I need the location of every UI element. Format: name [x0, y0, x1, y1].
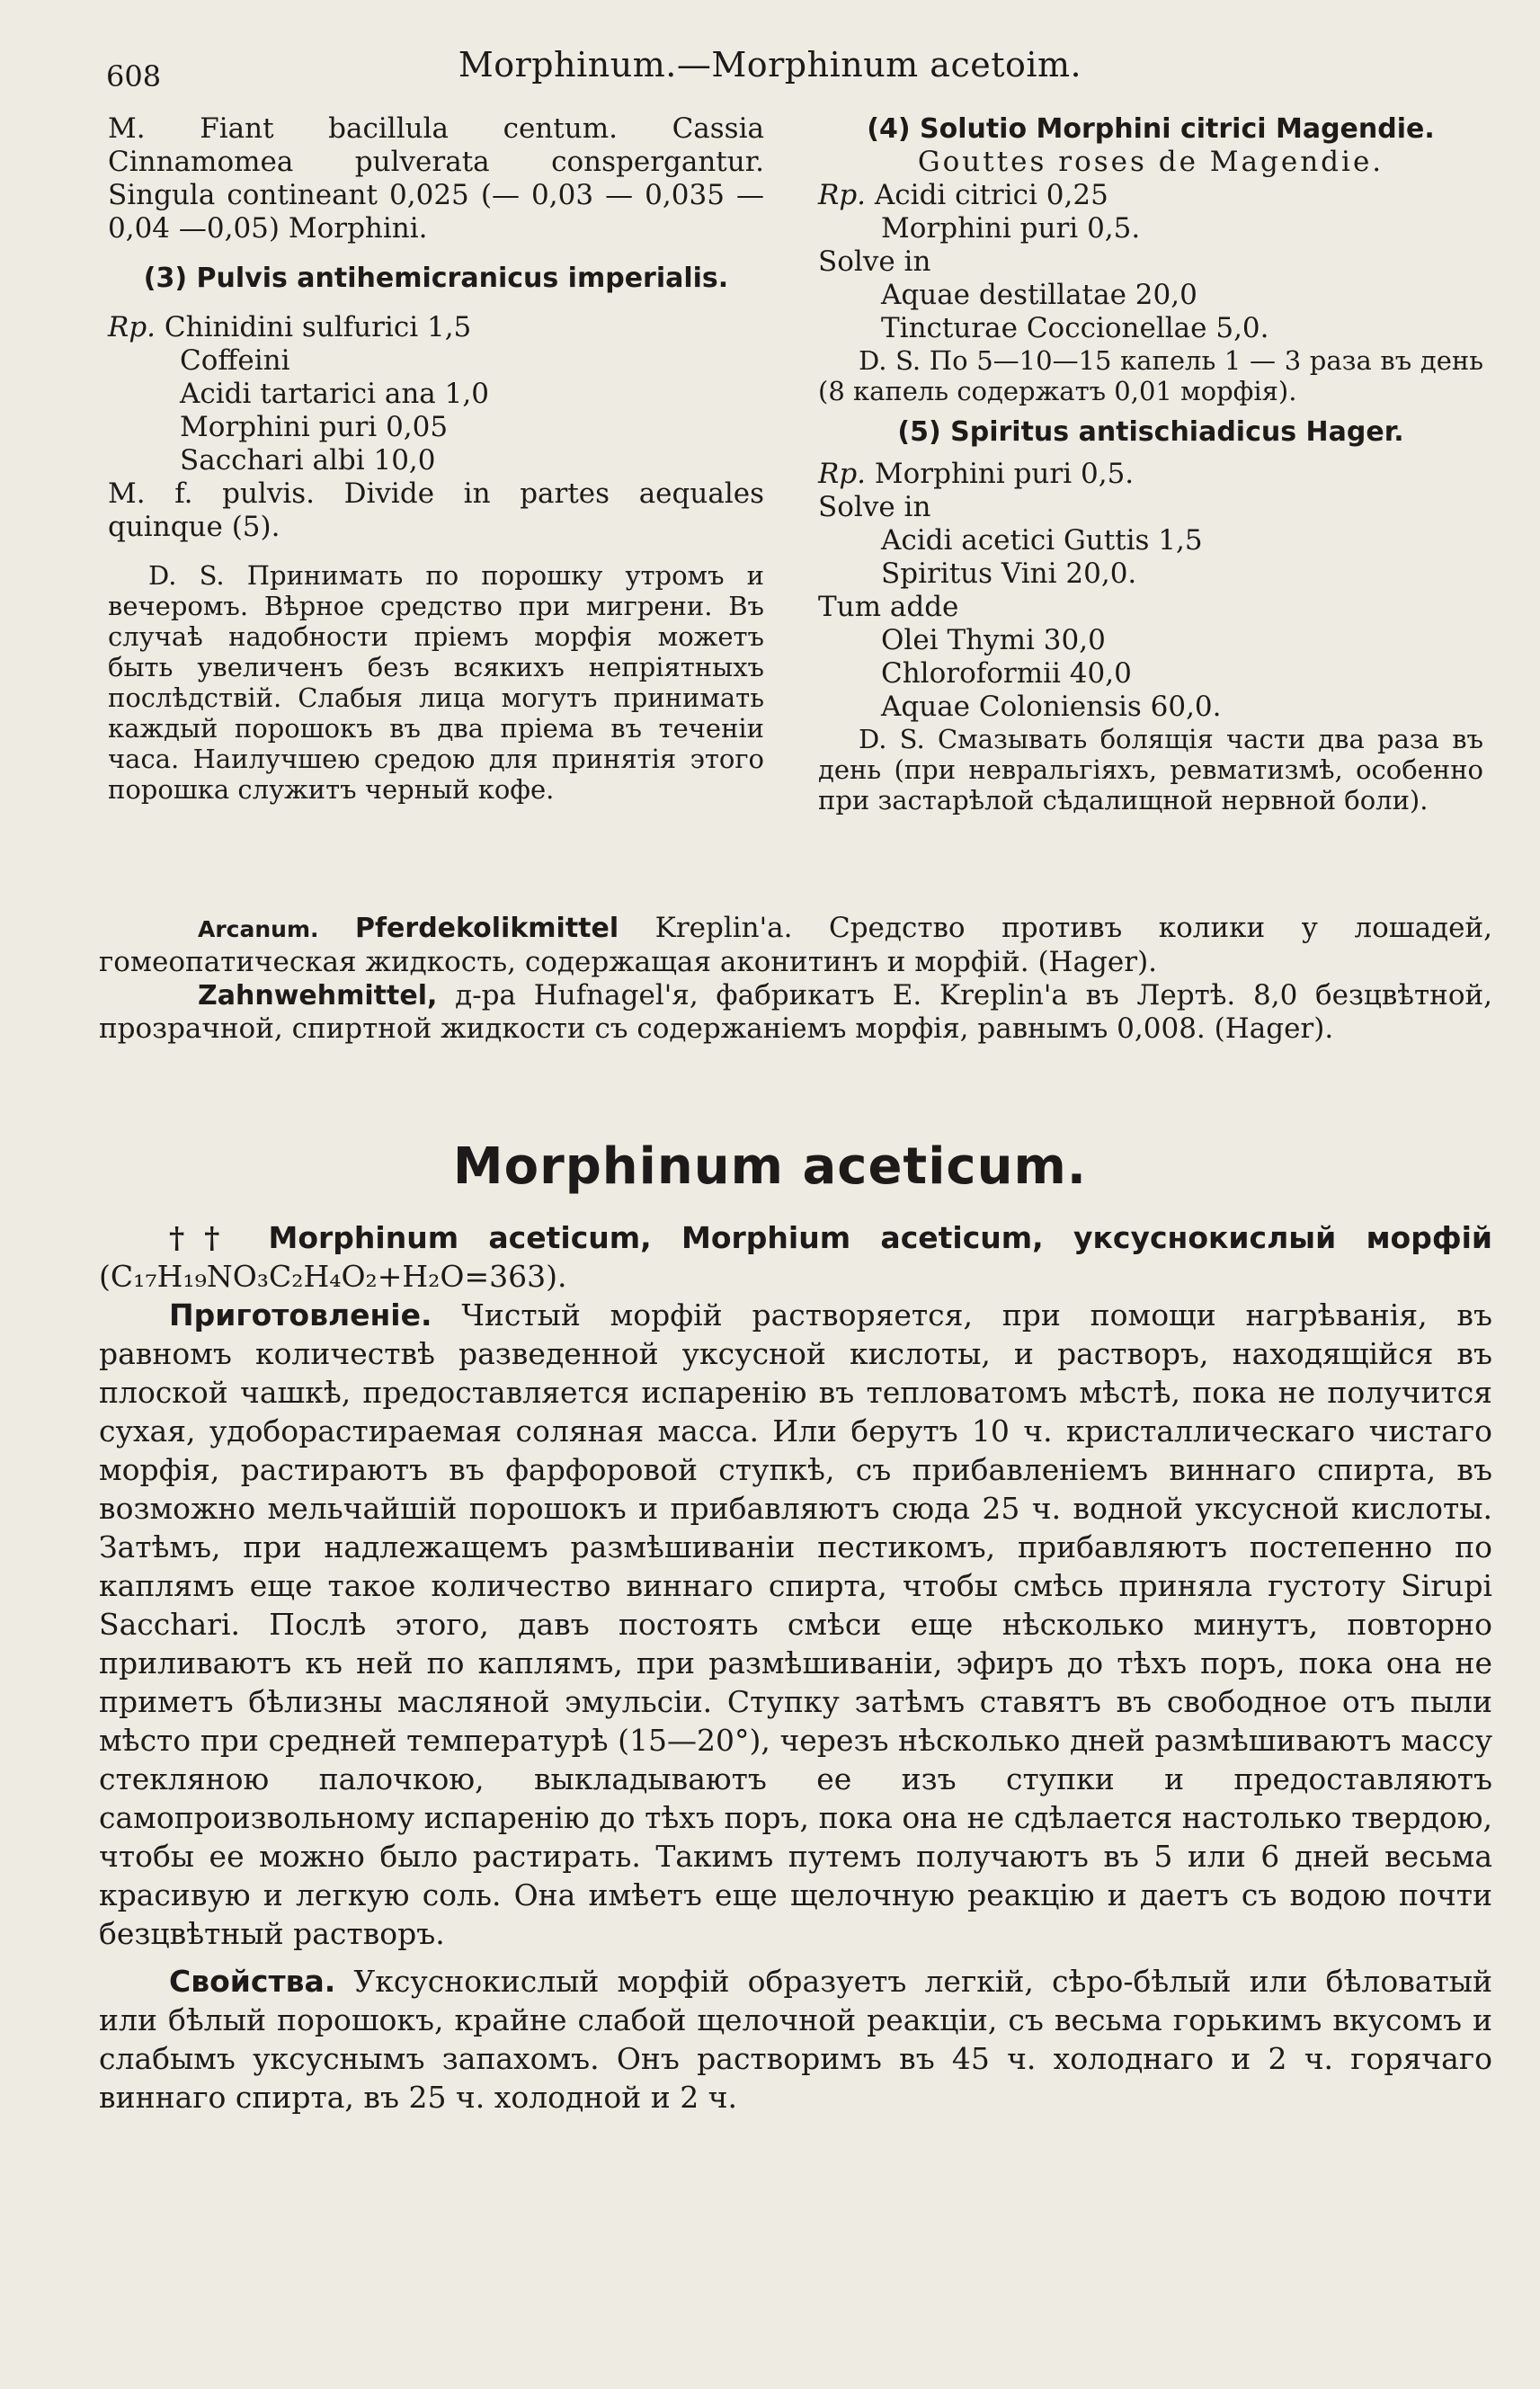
running-title: Morphinum.—Morphinum acetoim. — [458, 45, 1082, 85]
arcanum-1-head: Pferdekolikmittel — [355, 913, 619, 944]
ingredient: Aquae destillatae 20,0 — [881, 279, 1197, 311]
ingredient: Acidi citrici 0,25 — [874, 179, 1108, 211]
main-text — [99, 1218, 1492, 2117]
recipe-5-rp-line — [818, 458, 1483, 491]
ingredient: Tincturae Coccionellae 5,0. — [881, 312, 1269, 344]
properties-paragraph — [99, 1962, 1492, 2117]
recipe-3-usage: D. S. Принимать по порошку утромъ и вечеромъ. Вѣрное средство при мигрени. Въ случаѣ надобности пріемъ морфія можетъ быть увеличенъ безъ всякихъ непріятныхъ послѣдствій. Слабыя лица могутъ принимать каждый порошокъ въ два пріема въ теченіи часа. Наилучшею средою для принятія этого порошка служитъ черный кофе. — [108, 560, 764, 805]
chemical-formula: (C₁₇H₁₉NO₃C₂H₄O₂+H₂O=363). — [99, 1259, 567, 1294]
ingredient: Spiritus Vini 20,0. — [881, 557, 1137, 590]
page-number: 608 — [106, 59, 162, 94]
arcanum-2-text: д-ра Hufnagel'я, фабрикатъ E. Kreplin'a въ Лертѣ. 8,0 безцвѣтной, прозрачной, спиртной жидкости съ содержаніемъ морфія, равнымъ 0,008. (Hager). — [99, 979, 1492, 1045]
arcanum-entry-2 — [99, 979, 1492, 1046]
section-heading-line — [99, 1218, 1492, 1296]
ingredient: Morphini puri 0,5. — [881, 212, 1141, 245]
arcanum-label: Arcanum. — [198, 916, 319, 942]
section-title: Morphinum aceticum. — [452, 1137, 1088, 1196]
ingredient: Coffeini — [180, 344, 290, 377]
arcanum-1-text: Kreplin'a. Средство противъ колики у лошадей, гомеопатическая жидкость, содержащая аконитинъ и морфій. (Hager). — [99, 912, 1492, 978]
rp-mark: Rp. — [818, 179, 867, 211]
ingredient: Chinidini sulfurici 1,5 — [164, 311, 472, 343]
ingredient: Sacchari albi 10,0 — [180, 444, 436, 477]
running-head — [0, 32, 1540, 94]
ingredient: Morphini puri 0,5. — [874, 458, 1135, 490]
recipe-5-heading: (5) Spiritus antischiadicus Hager. — [897, 416, 1404, 448]
ingredient: Acidi tartarici ana 1,0 — [180, 378, 489, 410]
ingredient: Morphini puri 0,05 — [180, 411, 449, 443]
tum-adde-line: Tum adde — [818, 591, 959, 623]
rp-mark: Rp. — [818, 458, 867, 490]
arcanum-entry-1 — [99, 912, 1492, 979]
recipe-3-instruction: M. f. pulvis. Divide in partes aequales quinque (5). — [108, 477, 764, 543]
right-column — [818, 112, 1483, 816]
preparation-paragraph — [99, 1296, 1492, 1953]
preparation-text: Чистый морфій растворяется, при помощи нагрѣванія, въ равномъ количествѣ разведенной уксусной кислоты, и растворъ, находящійся въ плоской чашкѣ, предоставляется испаренію въ тепловатомъ мѣстѣ, пока не получится сухая, удоборастираемая соляная масса. Или берутъ 10 ч. кристаллическаго чистаго морфія, растираютъ въ фарфоровой ступкѣ, съ прибавленіемъ виннаго спирта, въ возможно мельчайшій порошокъ и прибавляютъ сюда 25 ч. водной уксусной кислоты. Затѣмъ, при надлежащемъ размѣшиваніи пестикомъ, прибавляютъ постепенно по каплямъ еще такое количество виннаго спирта, чтобы смѣсь приняла густоту Sirupi Sacchari. Послѣ этого, давъ постоять смѣси еще нѣсколько минутъ, повторно приливаютъ къ ней по каплямъ, при размѣшиваніи, эфиръ до тѣхъ поръ, пока она не приметъ бѣлизны масляной эмульсіи. Ступку затѣмъ ставятъ въ свободное отъ пыли мѣсто при средней температурѣ (15—20°), черезъ нѣсколько дней размѣшиваютъ массу стекляною палочкою, выкладываютъ ее изъ ступки и предоставляютъ самопроизвольному испаренію до тѣхъ поръ, пока она не сдѣлается настолько твердою, чтобы ее можно было растирать. Такимъ путемъ получаютъ въ 5 или 6 дней весьма красивую и легкую соль. Она имѣетъ еще щелочную реакцію и даетъ съ водою почти безцвѣтный растворъ. — [99, 1297, 1492, 1951]
recipe-4-heading: (4) Solutio Morphini citrici Magendie. — [867, 113, 1435, 145]
recipe-2-tail: M. Fiant bacillula centum. Cassia Cinnamomea pulverata conspergantur. Singula contineant 0,025 (— 0,03 — 0,035 — 0,04 —0,05) Morphini. — [108, 112, 764, 245]
section-head-bold: Morphinum aceticum, Morphium aceticum, уксуснокислый морфій — [268, 1220, 1493, 1255]
properties-label: Свойства. — [169, 1964, 336, 1999]
recipe-4-rp-line — [818, 179, 1483, 212]
ingredient: Olei Thymi 30,0 — [881, 624, 1106, 656]
ingredient: Aquae Coloniensis 60,0. — [881, 691, 1222, 723]
left-column — [108, 112, 764, 805]
arcanum-section — [99, 912, 1492, 1046]
rp-mark: Rp. — [108, 311, 156, 343]
ingredient: Chloroformii 40,0 — [881, 657, 1132, 690]
recipe-5-usage: D. S. Смазывать болящія части два раза въ день (при невральгіяхъ, ревматизмѣ, особенно при застарѣлой сѣдалищной нервной боли). — [818, 724, 1483, 816]
recipe-3-rp-line — [108, 311, 764, 344]
ingredient: Acidi acetici Guttis 1,5 — [881, 524, 1203, 557]
preparation-label: Приготовленіе. — [169, 1297, 432, 1333]
dagger-mark: †† — [169, 1220, 240, 1255]
properties-text: Уксуснокислый морфій образуетъ легкій, сѣро-бѣлый или бѣловатый или бѣлый порошокъ, крайне слабой щелочной реакціи, съ весьма горькимъ вкусомъ и слабымъ уксуснымъ запахомъ. Онъ растворимъ въ 45 ч. холоднаго и 2 ч. горячаго виннаго спирта, въ 25 ч. холодной и 2 ч. — [99, 1964, 1492, 2115]
arcanum-2-head: Zahnwehmittel, — [198, 980, 438, 1012]
solve-line: Solve in — [818, 491, 931, 523]
solve-line: Solve in — [818, 245, 931, 278]
recipe-4-subtitle: Gouttes roses de Magendie. — [917, 146, 1384, 178]
recipe-4-usage: D. S. По 5—10—15 капель 1 — 3 раза въ день (8 капель содержатъ 0,01 морфія). — [818, 345, 1483, 406]
recipe-3-heading: (3) Pulvis antihemicranicus imperialis. — [143, 263, 729, 294]
